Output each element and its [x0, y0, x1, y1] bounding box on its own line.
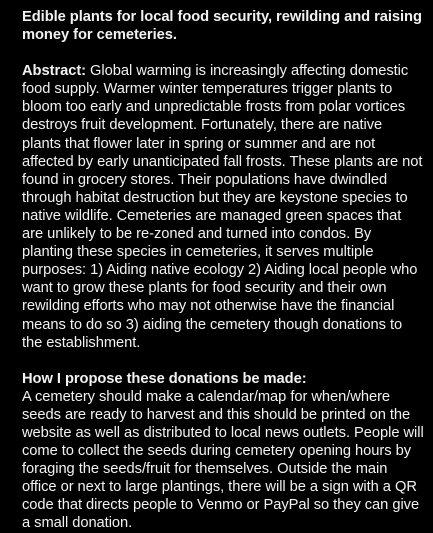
- abstract-paragraph: [22, 62, 424, 352]
- donations-paragraph: A cemetery should make a calendar/map for when/where seeds are ready to harvest and this should be printed on the website as well as distributed to local news outlets. People will come to collect the seeds during cemetery opening hours by foraging the seeds/fruit for themselves. Outside the main office or next to large plantings, there will be a sign with a QR code that directs people to Venmo or PayPal so they can give a small donation.: [22, 388, 424, 532]
- abstract-text: Global warming is increasingly affecting domestic food supply. Warmer winter temperatures trigger plants to bloom too early and unpredictable frosts from polar vortices destroys fruit development. Fortunately, there are native plants that flower later in spring or summer and are not affected by early unanticipated fall frosts. These plants are not found in grocery stores. Their populations have dwindled through habitat destruction but they are keystone species to native wildlife. Cemeteries are managed green spaces that are unlikely to be re-zoned and turned into condos. By planting these species in cemeteries, it serves multiple purposes: 1) Aiding native ecology 2) Aiding local people who want to grow these plants for food security and their own rewilding efforts who may not otherwise have the financial means to do so 3) aiding the cemetery though donations to the establishment.: [22, 63, 423, 351]
- document-title: Edible plants for local food security, rewilding and raising money for cemeteries.: [22, 9, 422, 44]
- donations-heading: How I propose these donations be made:: [22, 370, 307, 387]
- abstract-label: Abstract:: [22, 63, 87, 80]
